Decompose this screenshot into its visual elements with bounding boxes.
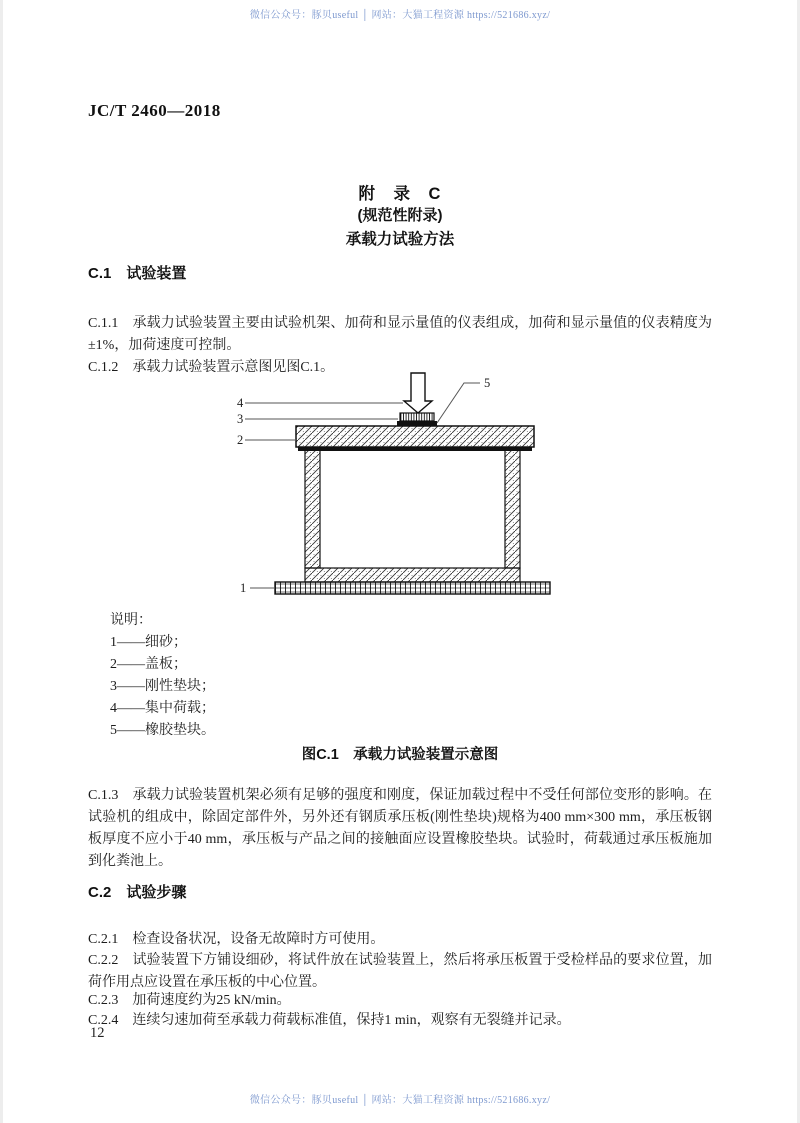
rubber-pad <box>397 421 437 426</box>
figure-caption: 图C.1 承载力试验装置示意图 <box>301 747 499 763</box>
concentrated-load-arrow-icon <box>404 373 432 413</box>
clause-label: C.1.1 <box>88 316 119 331</box>
legend-title: 说明： <box>110 613 152 628</box>
clause-text: 加荷速度约为25 kN/min。 <box>132 993 291 1008</box>
clause-text: 连续匀速加荷至承载力荷载标准值，保持1 min，观察有无裂缝并记录。 <box>132 1013 571 1028</box>
sand-layer <box>275 582 550 594</box>
legend-item: 5——橡胶垫块。 <box>110 723 215 738</box>
figure-diagram <box>228 370 568 605</box>
leader-line-5 <box>437 383 480 423</box>
paragraph-c2-3 <box>88 990 712 1012</box>
clause-text: 试验装置下方铺设细砂，将试件放在试验装置上，然后将承压板置于受检样品的要求位置，加荷作用点应设置在承压板的中心位置。 <box>88 953 712 990</box>
rigid-pad <box>400 413 434 421</box>
legend-item: 1——细砂； <box>110 635 187 650</box>
appendix-title: 附 录 C <box>358 185 442 203</box>
figure-label-4: 4 <box>237 396 244 410</box>
clause-text: 承载力试验装置主要由试验机架、加荷和显示量值的仪表组成，加荷和显示量值的仪表精度为±1%，加荷速度可控制。 <box>88 316 712 353</box>
watermark-bottom: 微信公众号：豚贝useful │ 网站：大猫工程资源 https://521686.xyz/ <box>249 1095 551 1106</box>
clause-text: 检查设备状况，设备无故障时方可使用。 <box>132 932 385 947</box>
figure-label-3: 3 <box>237 412 244 426</box>
legend-item: 3——刚性垫块； <box>110 679 215 694</box>
apparatus-schematic <box>228 370 568 605</box>
clause-label: C.2.1 <box>88 932 119 947</box>
figure-label-5: 5 <box>484 376 491 390</box>
clause-label: C.1.2 <box>88 360 119 375</box>
paragraph-c2-1 <box>88 929 712 951</box>
section-heading-c2: C.2 试验步骤 <box>88 884 187 901</box>
section-heading-c1: C.1 试验装置 <box>88 265 187 282</box>
figure-label-1: 1 <box>240 581 247 595</box>
clause-label: C.2.2 <box>88 953 119 968</box>
page-number: 12 <box>90 1025 105 1041</box>
clause-label: C.2.4 <box>88 1013 119 1028</box>
figure-legend <box>110 610 215 742</box>
legend-item: 4——集中荷载； <box>110 701 215 716</box>
appendix-name: 承载力试验方法 <box>345 231 455 248</box>
clause-text: 承载力试验装置机架必须有足够的强度和刚度，保证加载过程中不受任何部位变形的影响。在试验机的组成中，除固定部件外，另外还有钢质承压板(刚性垫块)规格为400 mm×300 mm，承压板钢板厚度不应小于40 mm，承压板与产品之间的接触面应设置橡胶垫块。试验时，荷载通过承压板施加到化粪池上。 <box>88 788 712 869</box>
doc-number: JC/T 2460—2018 <box>88 101 221 120</box>
clause-label: C.1.3 <box>88 788 119 803</box>
watermark-top: 微信公众号：豚贝useful │ 网站：大猫工程资源 https://521686.xyz/ <box>249 10 551 21</box>
tank-left-wall <box>305 450 320 568</box>
tank-bottom <box>305 568 520 582</box>
legend-item: 2——盖板； <box>110 657 187 672</box>
appendix-subtitle: (规范性附录) <box>357 207 443 224</box>
figure-label-2: 2 <box>237 433 244 447</box>
clause-label: C.2.3 <box>88 993 119 1008</box>
cover-plate <box>296 426 534 447</box>
tank-right-wall <box>505 450 520 568</box>
scan-edge-left <box>0 0 3 1123</box>
paragraph-c1-1 <box>88 313 712 357</box>
paragraph-c1-3 <box>88 785 712 873</box>
paragraph-c2-4 <box>88 1010 712 1032</box>
clause-text: 承载力试验装置示意图见图C.1。 <box>132 360 335 375</box>
paragraph-c2-2 <box>88 950 712 994</box>
